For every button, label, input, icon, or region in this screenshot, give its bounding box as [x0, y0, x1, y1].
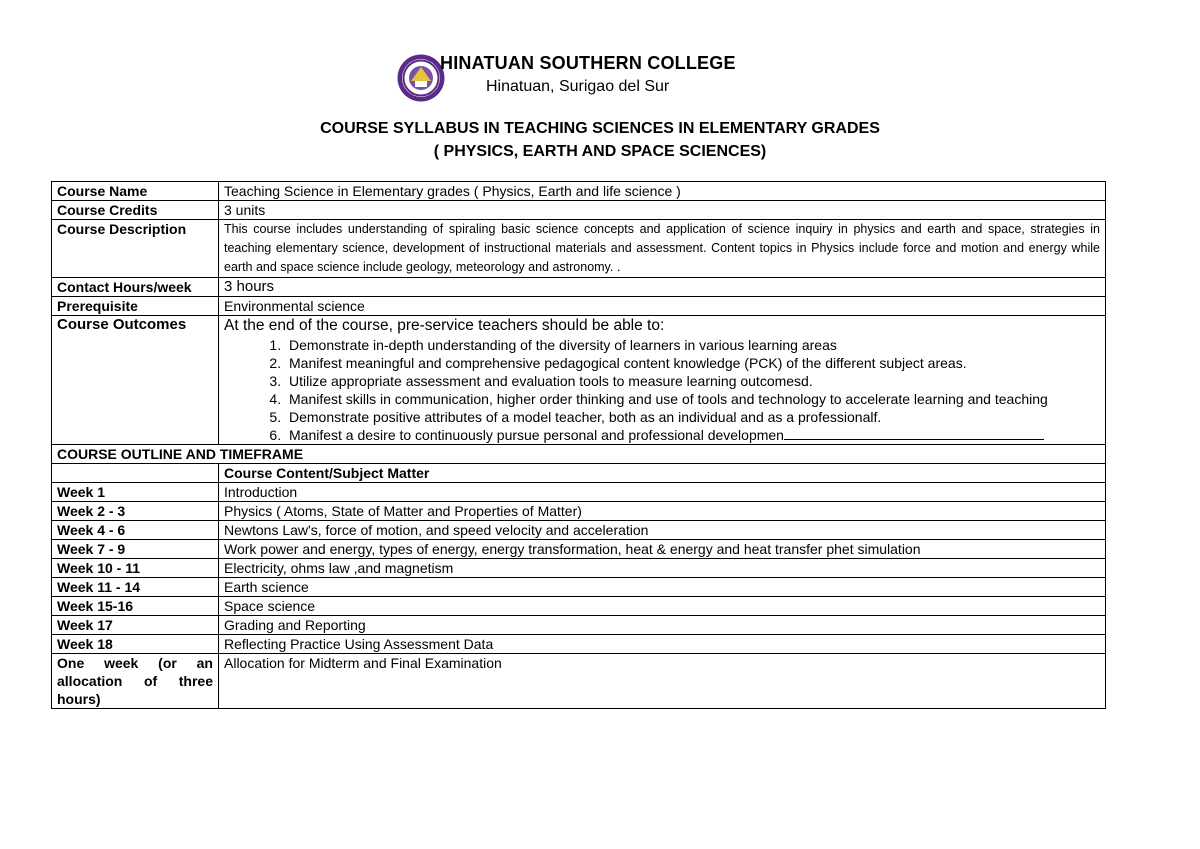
outline-week: Week 4 - 6 — [52, 521, 219, 540]
course-credits-label: Course Credits — [52, 201, 219, 220]
outline-content: Newtons Law's, force of motion, and speed velocity and acceleration — [219, 521, 1106, 540]
prerequisite-label: Prerequisite — [52, 297, 219, 316]
outline-row — [52, 635, 1106, 654]
outline-content-header: Course Content/Subject Matter — [219, 464, 1106, 483]
outcome-item: 5. Demonstrate positive attributes of a model teacher, both as an individual and as a professionalf. — [285, 408, 1100, 426]
prerequisite-row — [52, 297, 1106, 316]
contact-hours-label: Contact Hours/week — [52, 278, 219, 297]
outcome-item-text: Manifest a desire to continuously pursue personal and professional developmen — [289, 427, 784, 443]
outline-content: Introduction — [219, 483, 1106, 502]
course-name-value: Teaching Science in Elementary grades ( Physics, Earth and life science ) — [219, 182, 1106, 201]
course-description-label: Course Description — [52, 220, 219, 278]
outline-row — [52, 559, 1106, 578]
outline-row — [52, 578, 1106, 597]
document-header — [0, 0, 1200, 120]
blank-underline — [784, 427, 1044, 440]
outline-row — [52, 616, 1106, 635]
outline-week: One week (or an allocation of three hours) — [52, 654, 219, 709]
outline-content: Space science — [219, 597, 1106, 616]
outline-row — [52, 540, 1106, 559]
course-description-row — [52, 220, 1106, 278]
syllabus-subtitle: ( PHYSICS, EARTH AND SPACE SCIENCES) — [433, 143, 767, 160]
outline-row — [52, 597, 1106, 616]
outline-week: Week 11 - 14 — [52, 578, 219, 597]
outline-row — [52, 521, 1106, 540]
outline-week: Week 7 - 9 — [52, 540, 219, 559]
course-description-value: This course includes understanding of spiraling basic science concepts and application of science inquiry in physics and earth and space, strategies in teaching elementary science, development of instructional materials and assessment. Content topics in Physics include force and motion and energy while earth and space science include geology, meteorology and astronomy. . — [219, 220, 1106, 278]
course-outcomes-cell — [219, 316, 1106, 445]
outline-week: Week 15-16 — [52, 597, 219, 616]
outline-content: Earth science — [219, 578, 1106, 597]
outcome-item: 4. Manifest skills in communication, higher order thinking and use of tools and technology to accelerate learning and teaching — [285, 390, 1100, 408]
outline-row — [52, 654, 1106, 709]
outline-row — [52, 502, 1106, 521]
course-outcomes-row — [52, 316, 1106, 445]
outline-row — [52, 483, 1106, 502]
course-credits-value: 3 units — [219, 201, 1106, 220]
outline-week: Week 1 — [52, 483, 219, 502]
syllabus-title: COURSE SYLLABUS IN TEACHING SCIENCES IN ELEMENTARY GRADES — [320, 120, 880, 137]
prerequisite-value: Environmental science — [219, 297, 1106, 316]
course-credits-row — [52, 201, 1106, 220]
outline-content: Electricity, ohms law ,and magnetism — [219, 559, 1106, 578]
outline-content: Reflecting Practice Using Assessment Data — [219, 635, 1106, 654]
course-name-label: Course Name — [52, 182, 219, 201]
contact-hours-row — [52, 278, 1106, 297]
college-seal-icon — [396, 53, 446, 103]
contact-hours-value: 3 hours — [219, 278, 1106, 297]
syllabus-table — [51, 181, 1106, 709]
outline-content: Physics ( Atoms, State of Matter and Properties of Matter) — [219, 502, 1106, 521]
outcomes-intro: At the end of the course, pre-service teachers should be able to: — [224, 317, 665, 334]
outline-heading: COURSE OUTLINE AND TIMEFRAME — [52, 445, 1106, 464]
outcome-item — [285, 426, 1100, 444]
course-outcomes-label: Course Outcomes — [52, 316, 219, 445]
outline-week: Week 10 - 11 — [52, 559, 219, 578]
college-location: Hinatuan, Surigao del Sur — [486, 78, 670, 95]
outline-week: Week 17 — [52, 616, 219, 635]
outline-content: Allocation for Midterm and Final Examination — [219, 654, 1106, 709]
outcome-item: 3. Utilize appropriate assessment and evaluation tools to measure learning outcomesd. — [285, 372, 1100, 390]
outline-week-header — [52, 464, 219, 483]
outcomes-list — [224, 336, 1100, 444]
outline-content: Grading and Reporting — [219, 616, 1106, 635]
outcome-item: 2. Manifest meaningful and comprehensive pedagogical content knowledge (PCK) of the different subject areas. — [285, 354, 1100, 372]
outline-week: Week 2 - 3 — [52, 502, 219, 521]
course-name-row — [52, 182, 1106, 201]
outline-content: Work power and energy, types of energy, energy transformation, heat & energy and heat transfer phet simulation — [219, 540, 1106, 559]
outline-week: Week 18 — [52, 635, 219, 654]
college-name: HINATUAN SOUTHERN COLLEGE — [440, 53, 736, 73]
outline-heading-row — [52, 445, 1106, 464]
outline-column-header-row — [52, 464, 1106, 483]
outcome-item: 1. Demonstrate in-depth understanding of the diversity of learners in various learning areas — [285, 336, 1100, 354]
